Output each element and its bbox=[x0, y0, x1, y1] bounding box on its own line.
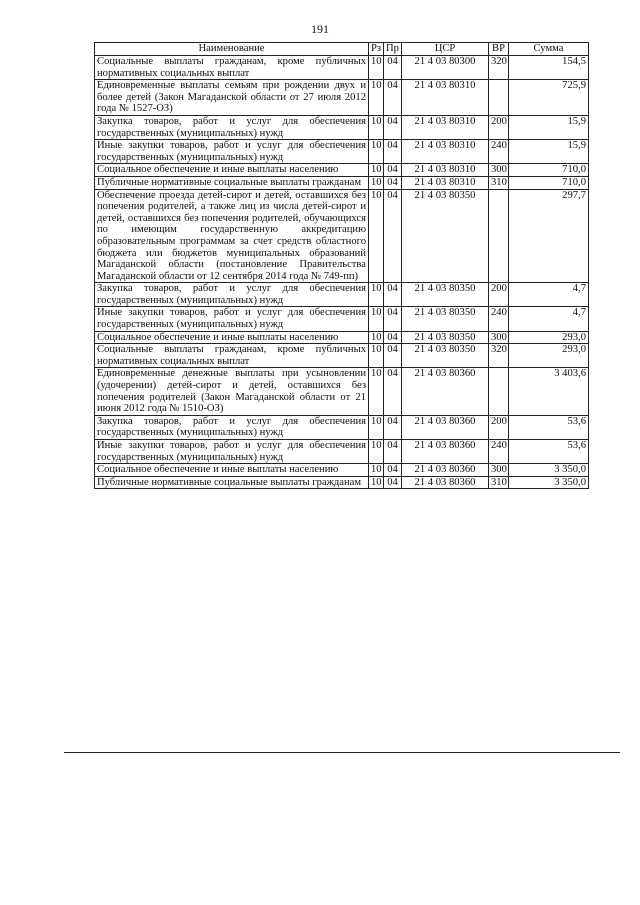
row-rz-cell: 10 bbox=[369, 176, 384, 189]
row-rz-cell: 10 bbox=[369, 440, 384, 464]
budget-table bbox=[94, 42, 589, 489]
row-name-cell: Иные закупки товаров, работ и услуг для обеспечения государственных (муниципальных) нужд bbox=[95, 307, 369, 331]
row-vr-cell: 200 bbox=[489, 283, 509, 307]
row-sum-cell: 3 403,6 bbox=[509, 368, 589, 415]
row-pr-cell: 04 bbox=[384, 344, 402, 368]
row-csr-cell: 21 4 03 80360 bbox=[402, 476, 489, 489]
table-row bbox=[95, 189, 589, 283]
table-row bbox=[95, 331, 589, 344]
row-sum-cell: 53,6 bbox=[509, 415, 589, 439]
row-rz-cell: 10 bbox=[369, 368, 384, 415]
row-name-cell: Иные закупки товаров, работ и услуг для обеспечения государственных (муниципальных) нужд bbox=[95, 440, 369, 464]
row-csr-cell: 21 4 03 80310 bbox=[402, 176, 489, 189]
row-vr-cell bbox=[489, 80, 509, 116]
row-name-cell: Иные закупки товаров, работ и услуг для обеспечения государственных (муниципальных) нужд bbox=[95, 140, 369, 164]
row-vr-cell: 200 bbox=[489, 415, 509, 439]
table-row bbox=[95, 440, 589, 464]
row-name-cell: Социальные выплаты гражданам, кроме публичных нормативных социальных выплат bbox=[95, 344, 369, 368]
row-sum-cell: 53,6 bbox=[509, 440, 589, 464]
row-name-cell: Единовременные денежные выплаты при усыновлении (удочерении) детей-сирот и детей, оставшихся без попечения родителей (Закон Магаданской области от 21 июня 2012 года № 1510-ОЗ) bbox=[95, 368, 369, 415]
row-csr-cell: 21 4 03 80350 bbox=[402, 283, 489, 307]
row-sum-cell: 3 350,0 bbox=[509, 476, 589, 489]
row-vr-cell: 240 bbox=[489, 440, 509, 464]
row-vr-cell bbox=[489, 189, 509, 283]
row-csr-cell: 21 4 03 80310 bbox=[402, 140, 489, 164]
row-vr-cell: 300 bbox=[489, 331, 509, 344]
row-vr-cell: 240 bbox=[489, 140, 509, 164]
table-row bbox=[95, 344, 589, 368]
row-sum-cell: 710,0 bbox=[509, 164, 589, 177]
header-pr: Пр bbox=[384, 43, 402, 56]
table-row bbox=[95, 80, 589, 116]
table-header-row bbox=[95, 43, 589, 56]
row-sum-cell: 4,7 bbox=[509, 307, 589, 331]
bottom-rule bbox=[64, 752, 620, 753]
row-name-cell: Социальное обеспечение и иные выплаты населению bbox=[95, 164, 369, 177]
row-name-cell: Социальное обеспечение и иные выплаты населению bbox=[95, 331, 369, 344]
row-rz-cell: 10 bbox=[369, 464, 384, 477]
table-row bbox=[95, 368, 589, 415]
row-csr-cell: 21 4 03 80360 bbox=[402, 415, 489, 439]
row-rz-cell: 10 bbox=[369, 80, 384, 116]
row-name-cell: Закупка товаров, работ и услуг для обеспечения государственных (муниципальных) нужд bbox=[95, 283, 369, 307]
table-row bbox=[95, 415, 589, 439]
row-pr-cell: 04 bbox=[384, 283, 402, 307]
row-csr-cell: 21 4 03 80300 bbox=[402, 56, 489, 80]
row-csr-cell: 21 4 03 80360 bbox=[402, 368, 489, 415]
table-row bbox=[95, 283, 589, 307]
row-name-cell: Социальные выплаты гражданам, кроме публичных нормативных социальных выплат bbox=[95, 56, 369, 80]
header-sum: Сумма bbox=[509, 43, 589, 56]
table-row bbox=[95, 307, 589, 331]
row-csr-cell: 21 4 03 80350 bbox=[402, 189, 489, 283]
row-vr-cell: 240 bbox=[489, 307, 509, 331]
row-vr-cell: 310 bbox=[489, 176, 509, 189]
table-row bbox=[95, 164, 589, 177]
row-name-cell: Публичные нормативные социальные выплаты гражданам bbox=[95, 176, 369, 189]
table-row bbox=[95, 56, 589, 80]
header-name: Наименование bbox=[95, 43, 369, 56]
table-row bbox=[95, 476, 589, 489]
row-vr-cell bbox=[489, 368, 509, 415]
row-sum-cell: 293,0 bbox=[509, 344, 589, 368]
table-row bbox=[95, 140, 589, 164]
row-name-cell: Обеспечение проезда детей-сирот и детей, оставшихся без попечения родителей, а также лиц из числа детей-сирот и детей, оставшихся без попечения родителей, обучающихся по имеющим государственную аккредитацию образовательным программам за счет средств областного бюджета или бюджетов муниципальных образований Магаданской области (постановление Правительства Магаданской области от 12 сентября 2014 года № 749-пп) bbox=[95, 189, 369, 283]
row-pr-cell: 04 bbox=[384, 189, 402, 283]
row-name-cell: Социальное обеспечение и иные выплаты населению bbox=[95, 464, 369, 477]
header-vr: ВР bbox=[489, 43, 509, 56]
row-rz-cell: 10 bbox=[369, 415, 384, 439]
row-pr-cell: 04 bbox=[384, 464, 402, 477]
row-vr-cell: 200 bbox=[489, 115, 509, 139]
row-csr-cell: 21 4 03 80350 bbox=[402, 344, 489, 368]
row-vr-cell: 320 bbox=[489, 344, 509, 368]
row-rz-cell: 10 bbox=[369, 283, 384, 307]
row-rz-cell: 10 bbox=[369, 140, 384, 164]
row-sum-cell: 293,0 bbox=[509, 331, 589, 344]
row-rz-cell: 10 bbox=[369, 164, 384, 177]
row-sum-cell: 3 350,0 bbox=[509, 464, 589, 477]
row-csr-cell: 21 4 03 80310 bbox=[402, 115, 489, 139]
row-name-cell: Закупка товаров, работ и услуг для обеспечения государственных (муниципальных) нужд bbox=[95, 415, 369, 439]
table-row bbox=[95, 176, 589, 189]
row-rz-cell: 10 bbox=[369, 476, 384, 489]
row-csr-cell: 21 4 03 80310 bbox=[402, 164, 489, 177]
row-rz-cell: 10 bbox=[369, 56, 384, 80]
row-pr-cell: 04 bbox=[384, 115, 402, 139]
row-name-cell: Единовременные выплаты семьям при рождении двух и более детей (Закон Магаданской области от 27 июля 2012 года № 1527-ОЗ) bbox=[95, 80, 369, 116]
row-pr-cell: 04 bbox=[384, 176, 402, 189]
row-rz-cell: 10 bbox=[369, 115, 384, 139]
row-csr-cell: 21 4 03 80360 bbox=[402, 440, 489, 464]
row-pr-cell: 04 bbox=[384, 368, 402, 415]
row-pr-cell: 04 bbox=[384, 440, 402, 464]
row-sum-cell: 297,7 bbox=[509, 189, 589, 283]
row-sum-cell: 15,9 bbox=[509, 140, 589, 164]
row-name-cell: Закупка товаров, работ и услуг для обеспечения государственных (муниципальных) нужд bbox=[95, 115, 369, 139]
row-pr-cell: 04 bbox=[384, 331, 402, 344]
row-vr-cell: 310 bbox=[489, 476, 509, 489]
row-rz-cell: 10 bbox=[369, 307, 384, 331]
row-csr-cell: 21 4 03 80310 bbox=[402, 80, 489, 116]
table-row bbox=[95, 115, 589, 139]
row-pr-cell: 04 bbox=[384, 415, 402, 439]
row-vr-cell: 320 bbox=[489, 56, 509, 80]
row-rz-cell: 10 bbox=[369, 331, 384, 344]
row-csr-cell: 21 4 03 80360 bbox=[402, 464, 489, 477]
row-pr-cell: 04 bbox=[384, 307, 402, 331]
row-pr-cell: 04 bbox=[384, 476, 402, 489]
row-sum-cell: 4,7 bbox=[509, 283, 589, 307]
row-csr-cell: 21 4 03 80350 bbox=[402, 307, 489, 331]
row-pr-cell: 04 bbox=[384, 56, 402, 80]
row-sum-cell: 154,5 bbox=[509, 56, 589, 80]
row-name-cell: Публичные нормативные социальные выплаты гражданам bbox=[95, 476, 369, 489]
row-sum-cell: 725,9 bbox=[509, 80, 589, 116]
table-row bbox=[95, 464, 589, 477]
row-pr-cell: 04 bbox=[384, 80, 402, 116]
row-pr-cell: 04 bbox=[384, 140, 402, 164]
header-csr: ЦСР bbox=[402, 43, 489, 56]
header-rz: Рз bbox=[369, 43, 384, 56]
table-body bbox=[95, 56, 589, 489]
page-number: 191 bbox=[311, 22, 329, 36]
row-rz-cell: 10 bbox=[369, 344, 384, 368]
row-csr-cell: 21 4 03 80350 bbox=[402, 331, 489, 344]
row-rz-cell: 10 bbox=[369, 189, 384, 283]
row-vr-cell: 300 bbox=[489, 464, 509, 477]
row-sum-cell: 15,9 bbox=[509, 115, 589, 139]
row-pr-cell: 04 bbox=[384, 164, 402, 177]
row-vr-cell: 300 bbox=[489, 164, 509, 177]
row-sum-cell: 710,0 bbox=[509, 176, 589, 189]
